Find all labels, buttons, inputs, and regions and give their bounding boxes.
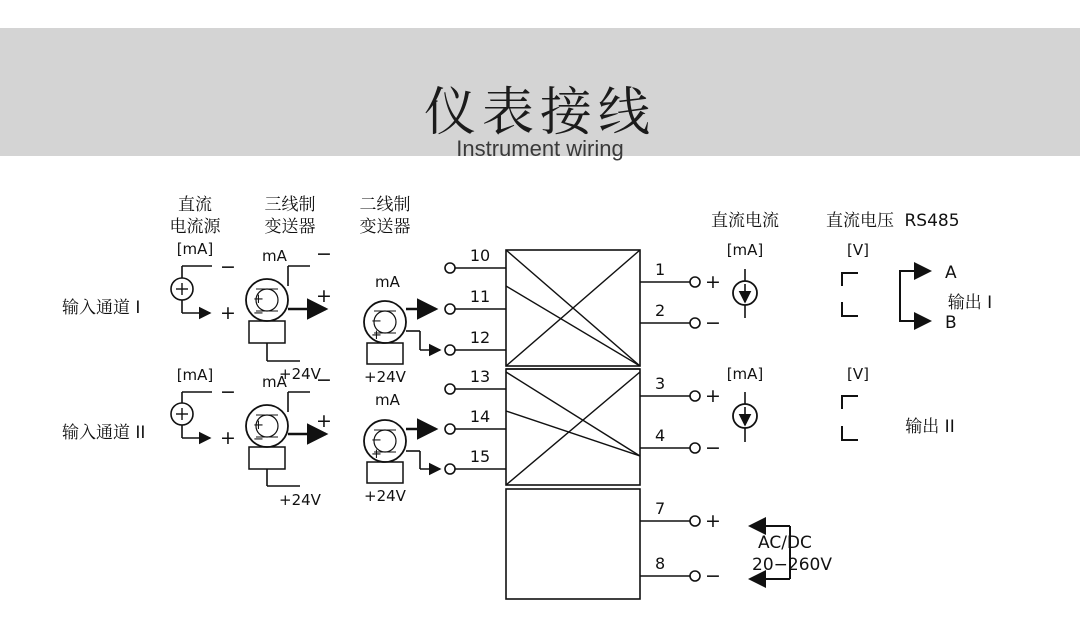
terminal-2-minus: − <box>705 312 721 334</box>
dc-current-source-ch1 <box>171 240 236 324</box>
rs485-terminals <box>900 263 992 333</box>
output-1-ma-unit: [mA] <box>726 241 764 259</box>
three-wire-ch2-minus: − <box>316 369 332 391</box>
power-range-label: 20−260V <box>752 555 832 575</box>
right-terminals <box>640 260 721 587</box>
two-wire-ch1-ma: mA <box>375 273 400 291</box>
page-title: 仪表接线 <box>423 83 656 143</box>
terminal-7-plus: + <box>705 510 721 532</box>
dc-source-ch1-unit: [mA] <box>176 240 214 258</box>
dc-source-ch2-unit: [mA] <box>176 366 214 384</box>
terminal-1-plus: + <box>705 271 721 293</box>
three-wire-ch2-plus: + <box>316 410 332 432</box>
terminal-label-4: 4 <box>655 426 666 445</box>
dc-current-source-ch2 <box>171 366 236 449</box>
terminal-label-15: 15 <box>469 447 491 466</box>
terminal-label-14: 14 <box>469 407 491 426</box>
three-wire-ch1-plus-inner: + <box>253 292 264 307</box>
header-rs485: RS485 <box>904 211 960 231</box>
instrument-body <box>506 250 640 599</box>
output-2-current-meter <box>727 365 764 442</box>
header-three-wire-line2: 变送器 <box>264 217 316 237</box>
two-wire-transmitter-ch2 <box>364 391 440 505</box>
three-wire-ch2-plus-inner: + <box>253 418 264 433</box>
rs485-terminal-a: A <box>945 263 957 283</box>
two-wire-ch2-plus-inner: + <box>371 447 382 462</box>
three-wire-ch2-ma: mA <box>262 373 287 391</box>
dc-source-ch1-plus: + <box>220 302 236 324</box>
page-subtitle: Instrument wiring <box>456 136 624 161</box>
three-wire-transmitter-ch2 <box>246 369 332 509</box>
two-wire-ch2-24v: +24V <box>364 487 406 505</box>
three-wire-transmitter-ch1 <box>246 243 332 383</box>
terminal-label-1: 1 <box>655 260 666 279</box>
output-1-voltage <box>842 241 869 316</box>
two-wire-ch1-plus-inner: + <box>371 328 382 343</box>
two-wire-ch1-24v: +24V <box>364 368 406 386</box>
output-1-label: 输出 I <box>947 293 993 313</box>
column-header-two-wire <box>360 195 411 237</box>
left-terminals <box>445 246 506 474</box>
page-header-band <box>0 28 1080 161</box>
dc-source-ch1-minus: − <box>220 256 236 278</box>
output-2-voltage <box>842 365 869 440</box>
power-type-label: AC/DC <box>758 533 812 553</box>
three-wire-ch2-minus-inner: − <box>253 432 264 447</box>
wiring-diagram <box>0 156 1080 633</box>
rs485-terminal-b: B <box>945 313 957 333</box>
three-wire-ch1-minus-inner: − <box>253 306 264 321</box>
terminal-label-2: 2 <box>655 301 666 320</box>
terminal-label-13: 13 <box>469 367 491 386</box>
header-dc-current: 直流电流 <box>711 211 779 231</box>
two-wire-ch1-minus-inner: − <box>371 314 382 329</box>
dc-source-ch2-plus: + <box>220 427 236 449</box>
terminal-label-7: 7 <box>655 499 666 518</box>
three-wire-ch1-plus: + <box>316 285 332 307</box>
input-channel-2-label: 输入通道 II <box>62 423 146 443</box>
output-2-ma-unit: [mA] <box>726 365 764 383</box>
output-2-v-unit: [V] <box>847 365 869 383</box>
three-wire-ch1-ma: mA <box>262 247 287 265</box>
terminal-label-10: 10 <box>469 246 491 265</box>
terminal-4-minus: − <box>705 437 721 459</box>
output-1-v-unit: [V] <box>847 241 869 259</box>
dc-source-ch2-minus: − <box>220 381 236 403</box>
terminal-label-11: 11 <box>469 287 491 306</box>
power-supply <box>750 526 832 579</box>
terminal-label-3: 3 <box>655 374 666 393</box>
output-2-label: 输出 II <box>905 417 955 437</box>
output-1-current-meter <box>727 241 764 318</box>
header-dc-source-line1: 直流 <box>178 195 212 215</box>
two-wire-ch2-minus-inner: − <box>371 433 382 448</box>
header-dc-voltage: 直流电压 <box>826 211 894 231</box>
three-wire-ch2-24v: +24V <box>279 491 321 509</box>
terminal-label-8: 8 <box>655 554 666 573</box>
header-two-wire-line1: 二线制 <box>359 195 411 215</box>
header-two-wire-line2: 变送器 <box>359 217 411 237</box>
terminal-label-12: 12 <box>469 328 491 347</box>
three-wire-ch1-24v: +24V <box>279 365 321 383</box>
terminal-8-minus: − <box>705 565 721 587</box>
header-three-wire-line1: 三线制 <box>264 195 316 215</box>
terminal-3-plus: + <box>705 385 721 407</box>
two-wire-transmitter-ch1 <box>364 273 440 386</box>
input-channel-1-label: 输入通道 I <box>62 298 141 318</box>
two-wire-ch2-ma: mA <box>375 391 400 409</box>
column-header-three-wire <box>265 195 316 237</box>
three-wire-ch1-minus: − <box>316 243 332 265</box>
header-dc-source-line2: 电流源 <box>169 217 221 237</box>
column-header-dc-source <box>170 195 222 237</box>
